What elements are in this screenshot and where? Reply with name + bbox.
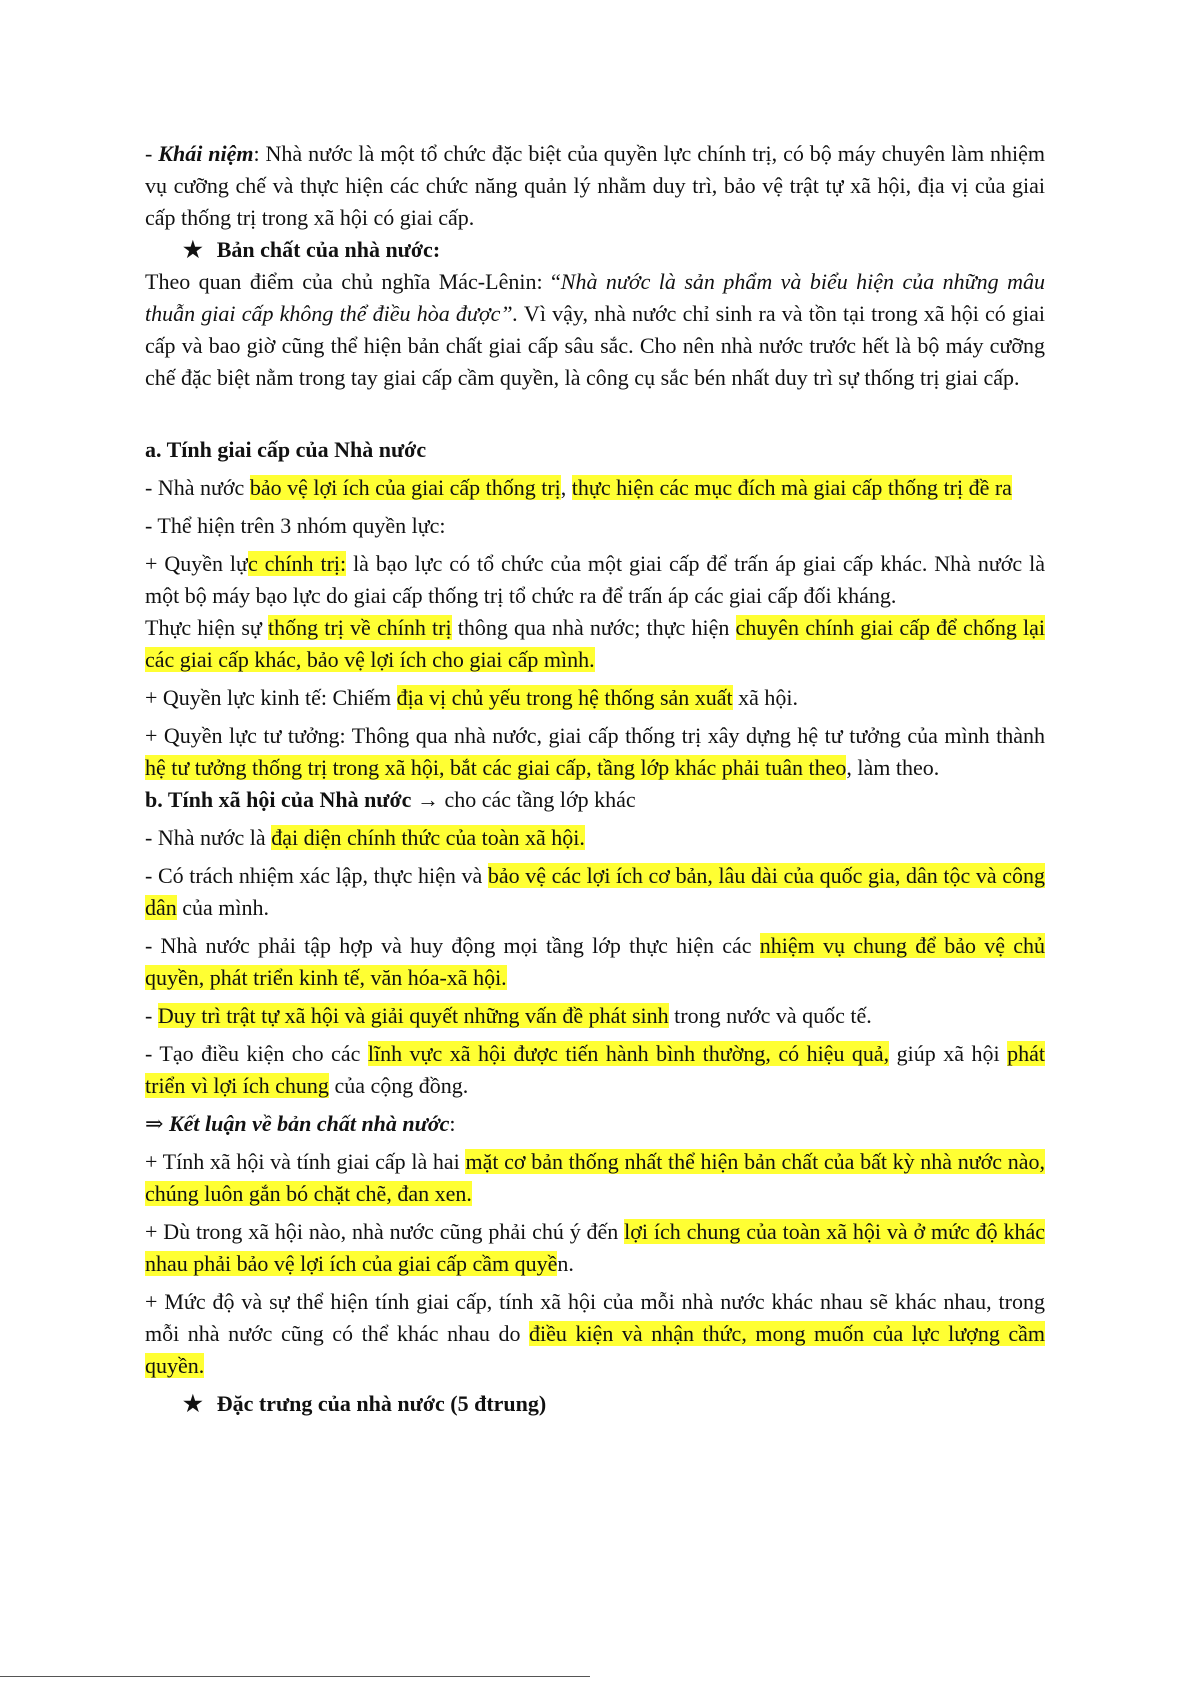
highlight: địa vị chủ yếu trong hệ thống sản xuất [396, 685, 733, 710]
conclusion-line-3 [145, 1286, 1045, 1382]
text: Thực hiện sự [145, 615, 269, 640]
text: - Nhà nước phải tập hợp và huy động mọi tầng lớp thực hiện các [145, 933, 760, 958]
text: + Dù trong xã hội nào, nhà nước cũng phải chú ý đến [145, 1219, 625, 1244]
text: n. [557, 1251, 574, 1276]
section-b-title-text: b. Tính xã hội của Nhà nước [145, 787, 412, 812]
concept-text: : Nhà nước là một tổ chức đặc biệt của quyền lực chính trị, có bộ máy chuyên làm nhiệm vụ cưỡng chế và thực hiện các chức năng quản lý nhằm duy trì, bảo vệ trật tự xã hội, địa vị của giai cấp thống trị trong xã hội có giai cấp. [145, 141, 1045, 230]
highlight: thực hiện các mục đích mà giai cấp thống trị đề ra [571, 475, 1012, 500]
highlight: điều kiện và nhận thức, mong muốn của lực lượng cầm quyền. [145, 1321, 1046, 1378]
text: là bạo lực có tổ chức của một giai cấp để trấn áp giai cấp khác. Nhà nước là một bộ máy bạo lực do giai cấp thống trị tổ chức ra để trấn áp các giai cấp đối kháng. [145, 551, 1045, 608]
nature-quote: Nhà nước là sản phẩm và biểu hiện của những mâu thuẫn giai cấp không thể điều hòa được”. [145, 269, 1045, 326]
highlight: mặt cơ bản thống nhất thể hiện bản chất của bất kỳ nhà nước nào, chúng luôn gắn bó chặt chẽ, đan xen. [145, 1149, 1045, 1206]
section-a-line-1 [145, 472, 1045, 504]
text: thông qua nhà nước; thực hiện [451, 615, 736, 640]
highlight: hệ tư tưởng thống trị trong xã hội, bắt các giai cấp, tầng lớp khác phải tuân theo [145, 755, 847, 780]
conclusion-line-2 [145, 1216, 1045, 1280]
conclusion-title [145, 1108, 1045, 1140]
footer-divider [0, 1676, 590, 1677]
section-a-title-text: a. Tính giai cấp của Nhà nước [145, 437, 427, 462]
section-a-line-6 [145, 720, 1045, 784]
text: + Tính xã hội và tính giai cấp là hai [145, 1149, 466, 1174]
text: - Thể hiện trên 3 nhóm quyền lực: [145, 513, 446, 538]
highlight: bảo vệ lợi ích của giai cấp thống trị [249, 475, 561, 500]
section-b-line-1 [145, 822, 1045, 854]
arrow-icon: ⇒ [145, 1111, 169, 1136]
highlight: c chính trị: [247, 551, 347, 576]
text: + Quyền lực kinh tế: Chiếm [145, 685, 397, 710]
section-b-line-2 [145, 860, 1045, 924]
features-heading-text: Đặc trưng của nhà nước (5 đtrung) [216, 1391, 547, 1416]
star-icon: ★ [183, 1391, 203, 1416]
features-heading [145, 1388, 1045, 1420]
text: xã hội. [732, 685, 799, 710]
text: - Nhà nước [145, 475, 250, 500]
section-b-line-5 [145, 1038, 1045, 1102]
section-b-title [145, 784, 1045, 816]
nature-paragraph [145, 266, 1045, 394]
concept-paragraph [145, 138, 1045, 234]
text: - [145, 1003, 158, 1028]
section-gap [145, 394, 1045, 434]
section-a-line-4 [145, 612, 1045, 676]
text: , làm theo. [846, 755, 940, 780]
section-b-line-3 [145, 930, 1045, 994]
text: - Nhà nước là [145, 825, 272, 850]
highlight: lợi ích chung của toàn xã hội và ở mức độ khác nhau phải bảo vệ lợi ích của giai cấp cầm quyề [145, 1219, 1045, 1276]
document-page [145, 138, 1045, 1426]
highlight: Duy trì trật tự xã hội và giải quyết những vấn đề phát sinh [157, 1003, 669, 1028]
conclusion-title-text: Kết luận về bản chất nhà nước [168, 1111, 450, 1136]
text: , [560, 475, 572, 500]
section-b-title-tail: → cho các tầng lớp khác [411, 787, 636, 812]
highlight: lĩnh vực xã hội được tiến hành bình thường, có hiệu quả, [367, 1041, 890, 1066]
text: : [449, 1111, 456, 1136]
highlight: bảo vệ các lợi ích cơ bản, lâu dài của quốc gia, dân tộc và công dân [145, 863, 1045, 920]
text: - Có trách nhiệm xác lập, thực hiện và [145, 863, 488, 888]
highlight: chuyên chính giai cấp để chống lại các giai cấp khác, bảo vệ lợi ích cho giai cấp mình. [145, 615, 1045, 672]
text: giúp xã hội [889, 1041, 1008, 1066]
highlight: đại diện chính thức của toàn xã hội. [271, 825, 585, 850]
nature-text-b: Vì vậy, nhà nước chỉ sinh ra và tồn tại trong xã hội có giai cấp và bao giờ cũng thể hiện bản chất giai cấp sâu sắc. Cho nên nhà nước trước hết là bộ máy cưỡng chế đặc biệt nằm trong tay giai cấp cầm quyền, là công cụ sắc bén nhất duy trì sự thống trị giai cấp. [145, 301, 1045, 390]
nature-text-a: Theo quan điểm của chủ nghĩa Mác-Lênin: “ [145, 269, 561, 294]
text: + Mức độ và sự thể hiện tính giai cấp, tính xã hội của mỗi nhà nước khác nhau sẽ khác nhau, trong mỗi nhà nước cũng có thể khác nhau do [145, 1289, 1045, 1346]
text: - Tạo điều kiện cho các [145, 1041, 368, 1066]
concept-term: Khái niệm [158, 141, 254, 166]
highlight: nhiệm vụ chung để bảo vệ chủ quyền, phát triển kinh tế, văn hóa-xã hội. [145, 933, 1045, 990]
conclusion-line-1 [145, 1146, 1045, 1210]
highlight: thống trị về chính trị [268, 615, 452, 640]
concept-dash: - [145, 141, 159, 166]
nature-heading [145, 234, 1045, 266]
text: của cộng đồng. [328, 1073, 469, 1098]
section-a-title [145, 434, 1045, 466]
section-a-line-5 [145, 682, 1045, 714]
text: của mình. [176, 895, 270, 920]
section-a-line-2 [145, 510, 1045, 542]
section-a-line-3 [145, 548, 1045, 612]
text: + Quyền lực tư tưởng: Thông qua nhà nước, giai cấp thống trị xây dựng hệ tư tưởng của mình thành [145, 723, 1045, 748]
section-b-line-4 [145, 1000, 1045, 1032]
text: + Quyền lự [145, 551, 248, 576]
nature-heading-text: Bản chất của nhà nước: [216, 237, 441, 262]
text: trong nước và quốc tế. [668, 1003, 872, 1028]
star-icon: ★ [183, 237, 203, 262]
highlight: phát triển vì lợi ích chung [145, 1041, 1045, 1098]
